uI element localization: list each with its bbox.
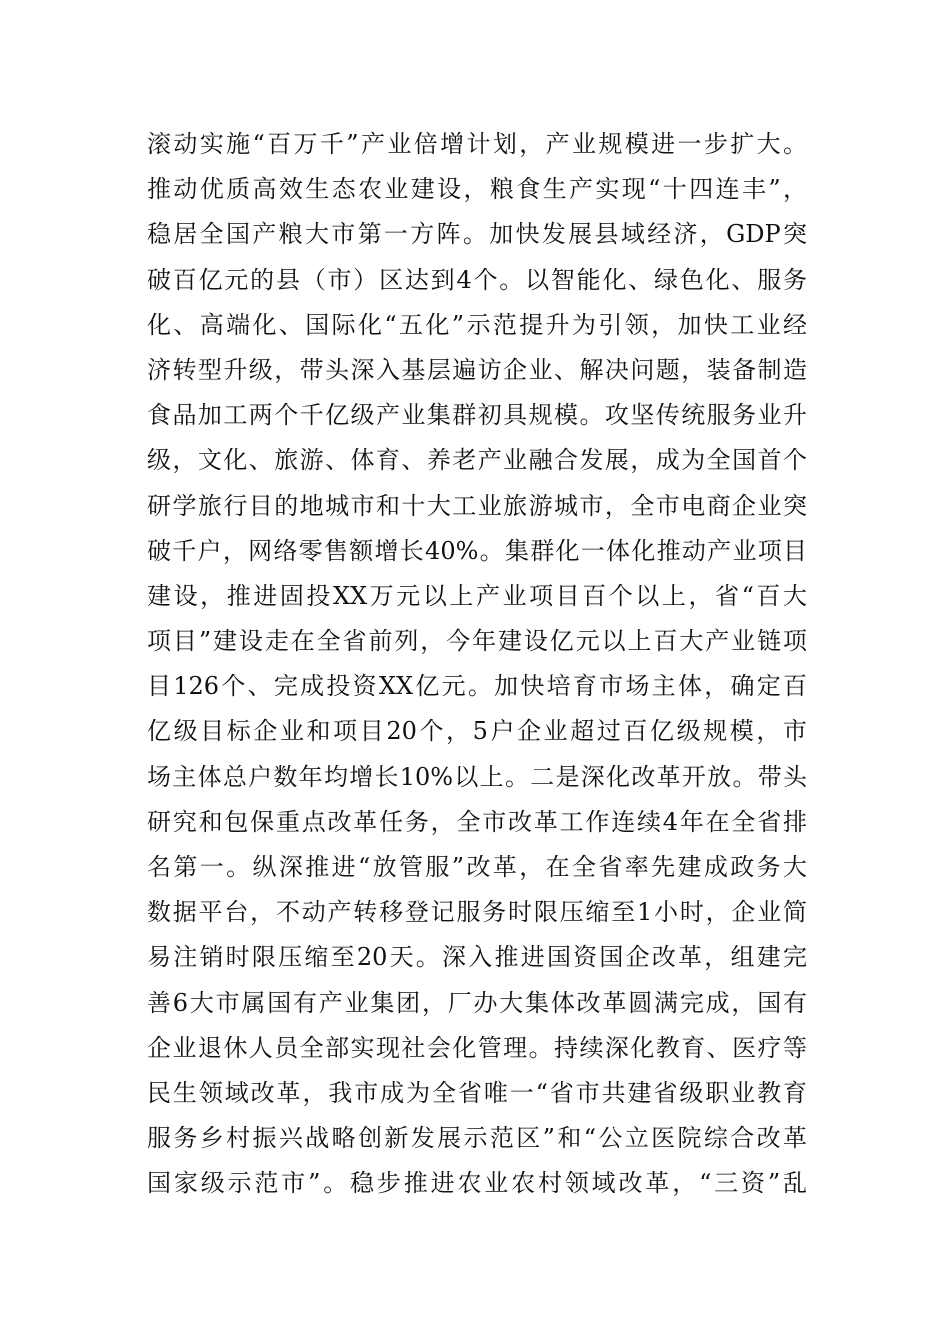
text-line: 目126个、完成投资XX亿元。加快培育市场主体，确定百 (147, 672, 807, 701)
text-line: 亿级目标企业和项目20个，5户企业超过百亿级规模，市 (147, 717, 807, 746)
text-line: 济转型升级，带头深入基层遍访企业、解决问题，装备制造 (147, 355, 807, 384)
text-line: 项目”建设走在全省前列，今年建设亿元以上百大产业链项 (147, 627, 807, 656)
text-line: 场主体总户数年均增长10%以上。二是深化改革开放。带头 (147, 762, 807, 791)
text-line: 善6大市属国有产业集团，厂办大集体改革圆满完成，国有 (147, 988, 807, 1017)
text-line: 稳居全国产粮大市第一方阵。加快发展县域经济，GDP突 (147, 220, 807, 249)
text-line: 服务乡村振兴战略创新发展示范区”和“公立医院综合改革 (147, 1124, 807, 1153)
text-line: 破千户，网络零售额增长40%。集群化一体化推动产业项目 (147, 536, 807, 565)
body-text (147, 122, 807, 1207)
text-line: 易注销时限压缩至20天。深入推进国资国企改革，组建完 (147, 943, 807, 972)
text-line: 研究和包保重点改革任务，全市改革工作连续4年在全省排 (147, 807, 807, 836)
text-line: 企业退休人员全部实现社会化管理。持续深化教育、医疗等 (147, 1033, 807, 1062)
text-line: 级，文化、旅游、体育、养老产业融合发展，成为全国首个 (147, 446, 807, 475)
text-line: 国家级示范市”。稳步推进农业农村领域改革，“三资”乱 (147, 1169, 807, 1198)
text-line: 破百亿元的县（市）区达到4个。以智能化、绿色化、服务 (147, 265, 807, 294)
text-line: 名第一。纵深推进“放管服”改革，在全省率先建成政务大 (147, 853, 807, 881)
text-line: 建设，推进固投XX万元以上产业项目百个以上，省“百大 (147, 581, 807, 610)
text-line: 数据平台，不动产转移登记服务时限压缩至1小时，企业简 (147, 898, 807, 927)
text-line: 研学旅行目的地城市和十大工业旅游城市，全市电商企业突 (147, 491, 807, 520)
text-line: 食品加工两个千亿级产业集群初具规模。攻坚传统服务业升 (147, 401, 807, 430)
text-line: 滚动实施“百万千”产业倍增计划，产业规模进一步扩大。 (147, 130, 807, 158)
text-line: 民生领域改革，我市成为全省唯一“省市共建省级职业教育 (147, 1078, 807, 1107)
text-line: 化、高端化、国际化“五化”示范提升为引领，加快工业经 (147, 310, 807, 339)
text-line: 推动优质高效生态农业建设，粮食生产实现“十四连丰”， (147, 175, 807, 204)
